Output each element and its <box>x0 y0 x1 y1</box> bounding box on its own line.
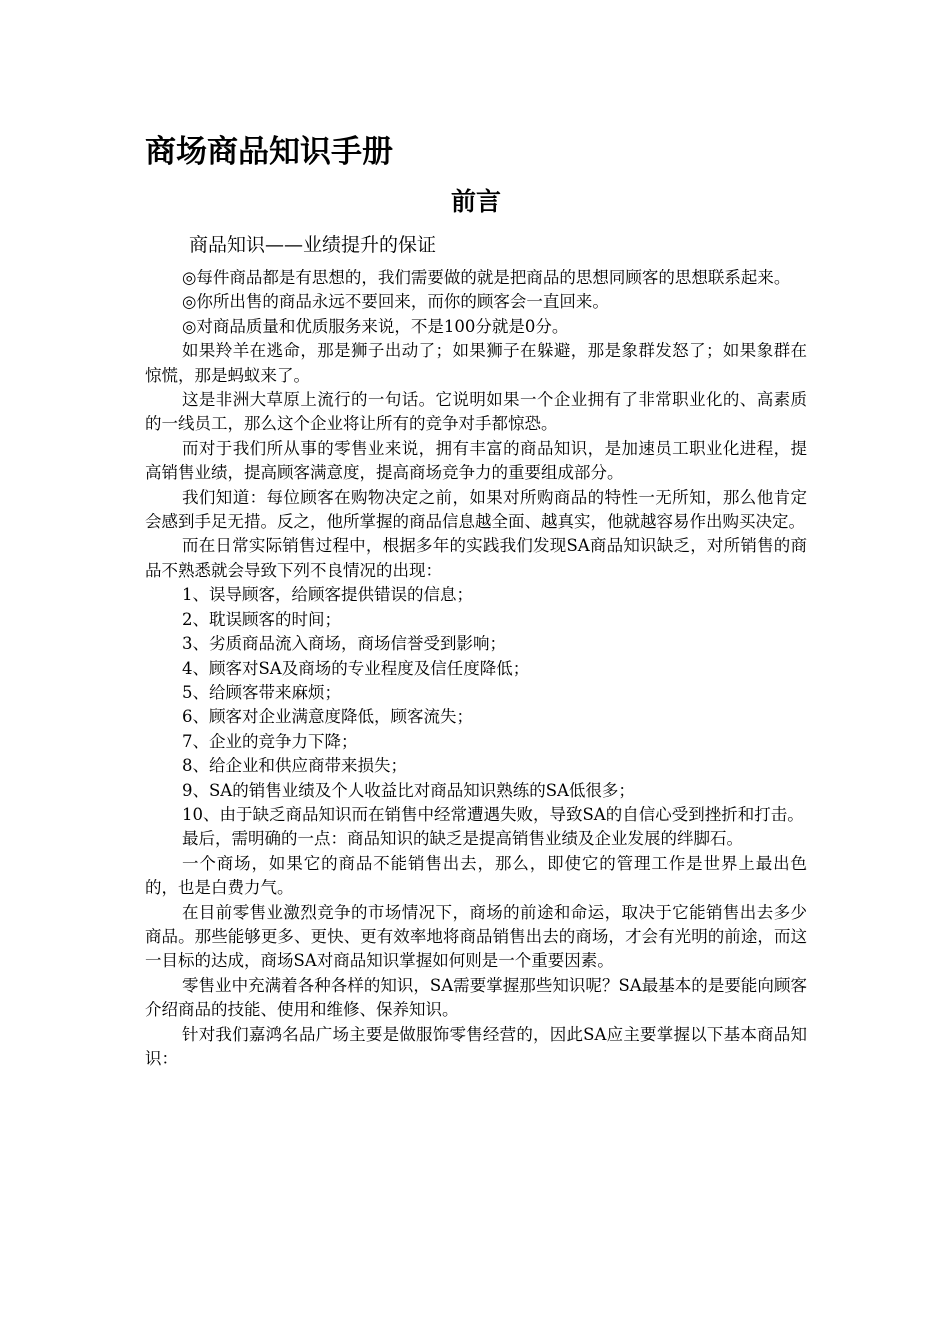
body-text <box>145 266 807 1071</box>
paragraph: 一个商场，如果它的商品不能销售出去，那么，即使它的管理工作是世界上最出色的，也是白费力气。 <box>145 853 807 898</box>
paragraph: ◎对商品质量和优质服务来说，不是100分就是0分。 <box>182 316 569 336</box>
paragraph: 而在日常实际销售过程中，根据多年的实践我们发现SA商品知识缺乏，对所销售的商品不熟悉就会导致下列不良情况的出现： <box>145 536 807 580</box>
section-subtitle: 商品知识——业绩提升的保证 <box>189 234 437 256</box>
paragraph: ◎你所出售的商品永远不要回来，而你的顾客会一直回来。 <box>182 292 609 312</box>
document-page <box>145 128 807 1071</box>
paragraph: ◎每件商品都是有思想的，我们需要做的就是把商品的思想同顾客的思想联系起来。 <box>182 268 791 287</box>
list-item: 10、由于缺乏商品知识而在销售中经常遭遇失败，导致SA的自信心受到挫折和打击。 <box>182 804 804 824</box>
paragraph: 我们知道：每位顾客在购物决定之前，如果对所购商品的特性一无所知，那么他肯定会感到手足无措。反之，他所掌握的商品信息越全面、越真实，他就越容易作出购买决定。 <box>145 487 807 532</box>
section-title: 前言 <box>450 187 501 216</box>
paragraph: 这是非洲大草原上流行的一句话。它说明如果一个企业拥有了非常职业化的、高素质的一线员工，那么这个企业将让所有的竞争对手都惊恐。 <box>145 390 807 434</box>
document-title: 商场商品知识手册 <box>145 134 393 170</box>
paragraph: 针对我们嘉鸿名品广场主要是做服饰零售经营的，因此SA应主要掌握以下基本商品知识： <box>145 1024 807 1068</box>
list-item: 5、给顾客带来麻烦； <box>182 682 341 702</box>
paragraph: 最后，需明确的一点：商品知识的缺乏是提高销售业绩及企业发展的绊脚石。 <box>182 829 743 849</box>
list-item: 2、耽误顾客的时间； <box>182 609 341 629</box>
list-item: 6、顾客对企业满意度降低，顾客流失； <box>182 707 473 727</box>
list-item: 9、SA的销售业绩及个人收益比对商品知识熟练的SA低很多； <box>182 780 635 800</box>
paragraph: 而对于我们所从事的零售业来说，拥有丰富的商品知识，是加速员工职业化进程，提高销售业绩，提高顾客满意度，提高商场竞争力的重要组成部分。 <box>145 438 807 483</box>
paragraph: 在目前零售业激烈竞争的市场情况下，商场的前途和命运，取决于它能销售出去多少商品。那些能够更多、更快、更有效率地将商品销售出去的商场，才会有光明的前途，而这一目标的达成，商场SA对商品知识掌握如何则是一个重要因素。 <box>145 902 807 971</box>
paragraph: 如果羚羊在逃命，那是狮子出动了；如果狮子在躲避，那是象群发怒了；如果象群在惊慌，那是蚂蚁来了。 <box>145 341 807 385</box>
list-item: 4、顾客对SA及商场的专业程度及信任度降低； <box>182 658 530 678</box>
paragraph: 零售业中充满着各种各样的知识，SA需要掌握那些知识呢？SA最基本的是要能向顾客介绍商品的技能、使用和维修、保养知识。 <box>145 975 807 1020</box>
list-item: 1、误导顾客，给顾客提供错误的信息； <box>182 585 473 605</box>
list-item: 3、劣质商品流入商场，商场信誉受到影响； <box>182 634 506 654</box>
list-item: 8、给企业和供应商带来损失； <box>182 756 407 776</box>
list-item: 7、企业的竞争力下降； <box>182 731 358 751</box>
